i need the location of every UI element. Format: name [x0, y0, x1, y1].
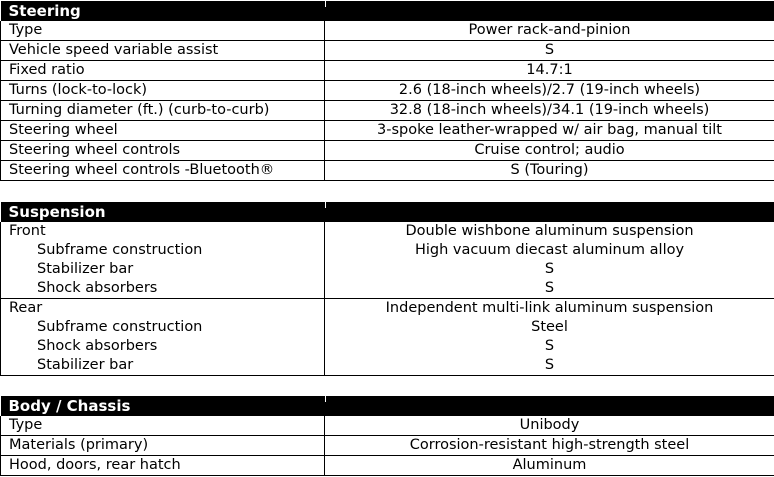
row-value: S (Touring) — [325, 161, 774, 181]
table-row — [1, 456, 774, 476]
row-label: Turning diameter (ft.) (curb-to-curb) — [1, 101, 325, 121]
row-label: Stabilizer bar — [1, 260, 325, 279]
table-row — [1, 61, 774, 81]
table-row — [1, 81, 774, 101]
section-header-body-chassis — [1, 396, 774, 416]
row-label: Fixed ratio — [1, 61, 325, 81]
table-row — [1, 161, 774, 181]
row-label: Vehicle speed variable assist — [1, 41, 325, 61]
steering-table — [0, 1, 774, 181]
row-value: Cruise control; audio — [325, 141, 774, 161]
row-label: Type — [1, 21, 325, 41]
group-label: Rear — [1, 299, 325, 319]
section-title: Suspension — [1, 202, 325, 222]
row-value: S — [325, 41, 774, 61]
group-label: Front — [1, 222, 325, 241]
section-title: Body / Chassis — [1, 396, 325, 416]
row-value: S — [325, 279, 774, 299]
row-label: Steering wheel controls -Bluetooth® — [1, 161, 325, 181]
row-label: Materials (primary) — [1, 436, 325, 456]
group-value: Double wishbone aluminum suspension — [325, 222, 774, 241]
row-value: Aluminum — [325, 456, 774, 476]
group-row-front — [1, 222, 774, 241]
table-row — [1, 279, 774, 299]
row-label: Shock absorbers — [1, 337, 325, 356]
table-row — [1, 337, 774, 356]
table-row — [1, 356, 774, 376]
row-value: Corrosion-resistant high-strength steel — [325, 436, 774, 456]
row-label: Hood, doors, rear hatch — [1, 456, 325, 476]
row-label: Stabilizer bar — [1, 356, 325, 376]
row-label: Type — [1, 416, 325, 436]
table-row — [1, 416, 774, 436]
row-value: Unibody — [325, 416, 774, 436]
row-label: Subframe construction — [1, 318, 325, 337]
row-label: Steering wheel controls — [1, 141, 325, 161]
section-header-suspension — [1, 202, 774, 222]
group-value: Independent multi-link aluminum suspension — [325, 299, 774, 319]
row-value: 32.8 (18-inch wheels)/34.1 (19-inch wheels) — [325, 101, 774, 121]
table-row — [1, 121, 774, 141]
row-value: S — [325, 337, 774, 356]
row-label: Subframe construction — [1, 241, 325, 260]
row-value: 3-spoke leather-wrapped w/ air bag, manual tilt — [325, 121, 774, 141]
suspension-table — [0, 202, 774, 376]
table-row — [1, 101, 774, 121]
row-label: Shock absorbers — [1, 279, 325, 299]
table-row — [1, 241, 774, 260]
row-value: S — [325, 260, 774, 279]
table-row — [1, 21, 774, 41]
section-header-steering — [1, 1, 774, 21]
table-row — [1, 318, 774, 337]
row-label: Steering wheel — [1, 121, 325, 141]
table-row — [1, 141, 774, 161]
section-title: Steering — [1, 1, 325, 21]
row-value: 2.6 (18-inch wheels)/2.7 (19-inch wheels) — [325, 81, 774, 101]
row-value: S — [325, 356, 774, 376]
group-row-rear — [1, 299, 774, 319]
table-row — [1, 41, 774, 61]
row-value: High vacuum diecast aluminum alloy — [325, 241, 774, 260]
row-label: Turns (lock-to-lock) — [1, 81, 325, 101]
body-chassis-table — [0, 396, 774, 476]
row-value: Steel — [325, 318, 774, 337]
table-row — [1, 260, 774, 279]
table-row — [1, 436, 774, 456]
row-value: Power rack-and-pinion — [325, 21, 774, 41]
row-value: 14.7:1 — [325, 61, 774, 81]
